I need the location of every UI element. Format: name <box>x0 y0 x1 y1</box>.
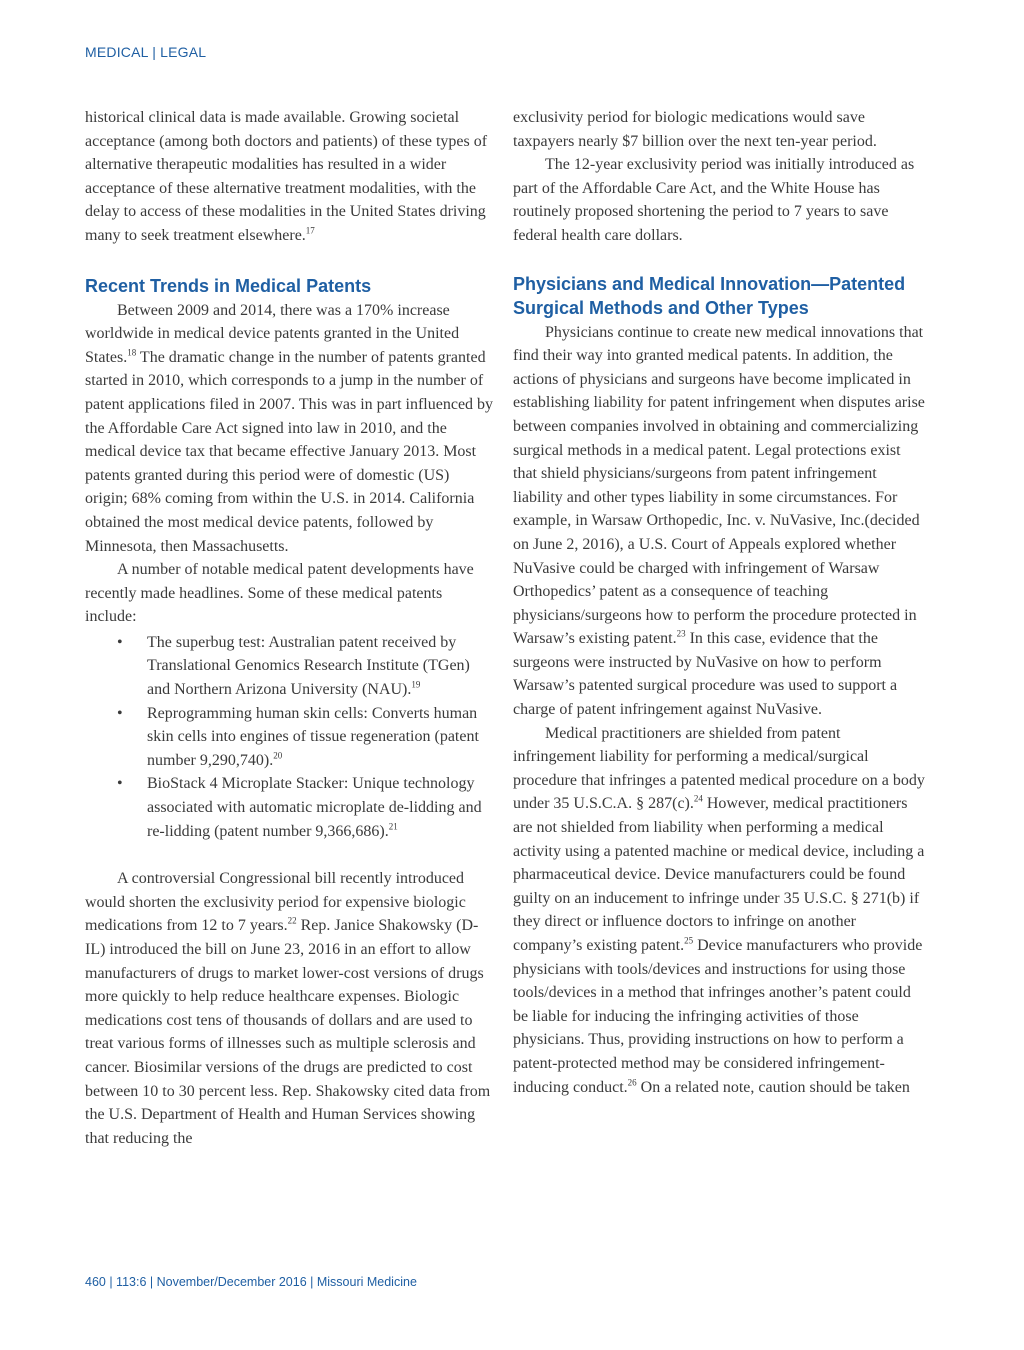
list-item-text: Reprogramming human skin cells: Converts human skin cells into engines of tissue regeneration (patent number 9,290,740). <box>147 704 479 769</box>
bullet-glyph: • <box>117 704 123 722</box>
paragraph-continued <box>85 106 495 248</box>
paragraph-physicians-innovations <box>513 321 925 722</box>
footnote-ref: 19 <box>411 679 421 690</box>
page-footer: 460 | 113:6 | November/December 2016 | Missouri Medicine <box>85 1275 417 1289</box>
right-column <box>513 106 925 1099</box>
section-heading-recent-trends: Recent Trends in Medical Patents <box>85 275 372 296</box>
paragraph-congressional-bill <box>85 867 495 1150</box>
list-item-text: The superbug test: Australian patent received by Translational Genomics Research Institute (TGen) and Northern Arizona University (NAU). <box>147 633 470 699</box>
paragraph-text: Device manufacturers who provide physicians with tools/devices and instructions for using those tools/devices in a method that infringes another’s patent could be liable for inducing the infringing activities of those physicians. Thus, providing instructions on how to perform a patent-protected method may be considered infringement-inducing conduct. <box>513 937 923 1096</box>
list-item-text: BioStack 4 Microplate Stacker: Unique technology associated with automatic microplate de-lidding and re-lidding (patent number 9,366,686). <box>147 775 482 840</box>
paragraph-practitioner-liability <box>513 722 925 1100</box>
bullet-glyph: • <box>117 633 123 651</box>
paragraph-text: In this case, evidence that the surgeons were instructed by NuVasive on how to perform Warsaw’s patented surgical procedure was used to support a charge of patent infringement against NuVasive. <box>513 630 898 719</box>
paragraph-text: Rep. Janice Shakowsky (D-IL) introduced the bill on June 23, 2016 in an effort to allow manufacturers of drugs to market lower-cost versions of drugs more quickly to help reduce healthcare expenses. Biologic medications cost tens of thousands of dollars and are used to treat various forms of illnesses such as multiple sclerosis and cancer. Biosimilar versions of the drugs are predicted to cost between 10 to 30 percent less. Rep. Shakowsky cited data from the U.S. Department of Health and Human Services showing that reducing the <box>85 917 491 1147</box>
paragraph-text: Between 2009 and 2014, there was a 170% increase worldwide in medical device patents granted in the United States. <box>85 301 460 366</box>
footnote-ref: 26 <box>627 1077 637 1088</box>
spacer <box>85 843 495 867</box>
list-item <box>117 631 495 702</box>
footnote-ref: 23 <box>676 628 686 639</box>
patent-bullet-list <box>85 631 495 843</box>
footnote-ref: 17 <box>305 225 315 236</box>
paragraph-text: historical clinical data is made available. Growing societal acceptance (among both doctors and patients) of these types of alternative therapeutic modalities has resulted in a wider acceptance of these alternative treatment modalities, with the delay to access of these modalities in the United States driving many to seek treatment elsewhere. <box>85 109 488 244</box>
list-item <box>117 772 495 843</box>
section-heading-physicians-innovation <box>513 272 925 320</box>
footnote-ref: 22 <box>287 916 297 927</box>
paragraph-continued: exclusivity period for biologic medications would save taxpayers nearly $7 billion over the next ten-year period. <box>513 109 877 150</box>
footnote-ref: 18 <box>127 347 137 358</box>
paragraph-text: The dramatic change in the number of patents granted started in 2010, which corresponds to a jump in the number of patent applications filed in 2007. This was in part influenced by the Affordable Care Act signed into law in 2010, and the medical device tax that became effective January 2013. Most patents granted during this period were of domestic (US) origin; 68% coming from within the U.S. in 2014. California obtained the most medical device patents, followed by Minnesota, then Massachusetts. <box>85 348 494 555</box>
paragraph-text: Physicians continue to create new medical innovations that find their way into granted medical patents. In addition, the actions of physicians and surgeons have become implicated in establishing liability for patent infringement when disputes arise between companies involved in obtaining and commercializing surgical methods in a medical patent. Legal protections exist that shield physicians/surgeons from patent infringement liability and other types liability in some circumstances. For example, in Warsaw Orthopedic, Inc. v. NuVasive, Inc.(decided on June 2, 2016), a U.S. Court of Appeals explored whether NuVasive could be charged with infringement of Warsaw Orthopedics’ patent as a consequence of teaching physicians/surgeons how to perform the procedure protected in Warsaw’s existing patent. <box>513 323 925 648</box>
footnote-ref: 20 <box>273 750 283 761</box>
paragraph-text: Medical practitioners are shielded from patent infringement liability for performing a medical/surgical procedure that infringes a patented medical procedure on a body under 35 U.S.C.A. § 287(c). <box>513 724 925 813</box>
paragraph-exclusivity-period: The 12-year exclusivity period was initially introduced as part of the Affordable Care Act, and the White House has routinely proposed shortening the period to 7 years to save federal health care dollars. <box>513 156 915 244</box>
paragraph-text: However, medical practitioners are not shielded from liability when performing a medical activity using a patented machine or medical device, including a pharmaceutical device. Device manufacturers could be found guilty on an inducement to infringe under 35 U.S.C. § 271(b) if they direct or influence doctors to infringe on another company’s existing patent. <box>513 795 925 954</box>
footnote-ref: 21 <box>388 821 398 832</box>
list-item <box>117 702 495 773</box>
footnote-ref: 24 <box>693 794 703 805</box>
paragraph-patent-increase <box>85 299 495 559</box>
bullet-glyph: • <box>117 775 123 793</box>
paragraph-notable-developments: A number of notable medical patent developments have recently made headlines. Some of these medical patents include: <box>85 561 474 626</box>
heading-line: Surgical Methods and Other Types <box>513 297 809 318</box>
running-header: MEDICAL | LEGAL <box>85 44 207 60</box>
paragraph-text: A controversial Congressional bill recently introduced would shorten the exclusivity period for expensive biologic medications from 12 to 7 years. <box>85 870 466 935</box>
paragraph-text: On a related note, caution should be taken <box>636 1078 910 1096</box>
footnote-ref: 25 <box>684 935 694 946</box>
heading-line: Physicians and Medical Innovation—Patented <box>513 273 906 294</box>
left-column <box>85 106 495 1150</box>
